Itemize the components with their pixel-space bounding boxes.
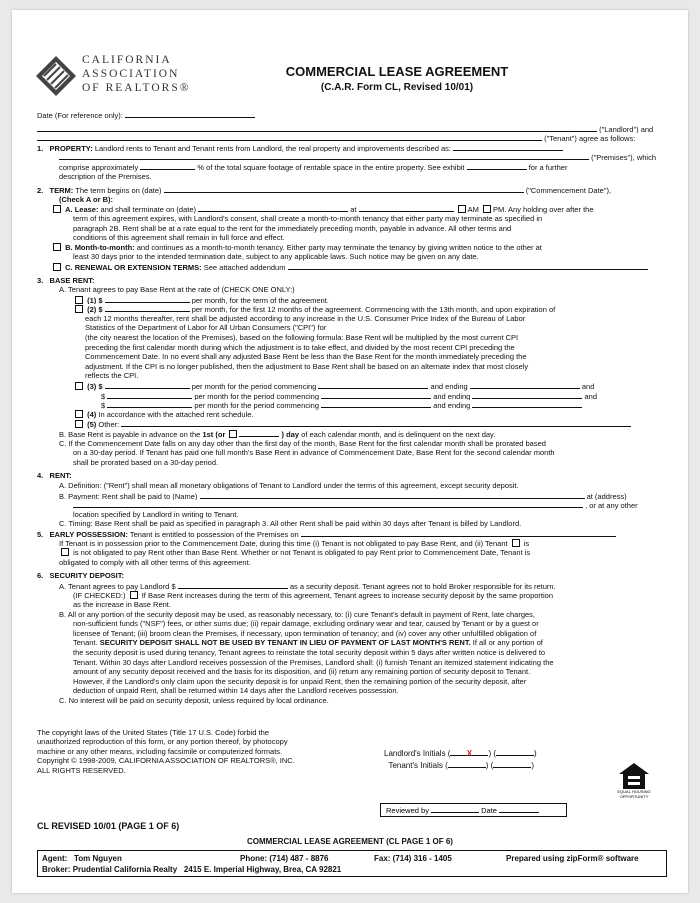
deposit-increase-line: (IF CHECKED:) If Base Rent increases during the term of this agreement, Tenant agrees to increase security deposit by the same proportion (73, 590, 554, 600)
landlord-initials: Landlord's Initials ( X ) ( ) (384, 749, 537, 758)
document-page (12, 10, 688, 893)
tenant-field[interactable] (37, 133, 542, 141)
rent-option-4: (4) In accordance with the attached rent schedule. (37, 410, 667, 420)
tenant-label: ("Tenant") agree as follows: (544, 134, 636, 143)
equal-housing-logo (618, 762, 650, 800)
logo-line-2: ASSOCIATION (82, 68, 180, 80)
property-label: PROPERTY: (49, 143, 93, 153)
am-checkbox[interactable] (458, 205, 466, 213)
landlord-initials-field[interactable] (450, 748, 488, 756)
early-possession-line-3: is not obligated to pay Rent other than Base Rent. Whether or not Tenant is obligated to pay Rent prior to Commencement Date, Tenant is (37, 548, 667, 558)
landlord-label: ("Landlord") and (599, 124, 654, 134)
rent-option-5-checkbox[interactable] (75, 420, 83, 428)
section-3-heading: 3. BASE RENT: (37, 275, 95, 285)
rent-option-2-amount[interactable] (105, 304, 190, 312)
car-logo (34, 54, 214, 106)
equal-housing-caption: EQUAL HOUSING OPPORTUNITY (617, 789, 651, 799)
date-label: Date (For reference only): (37, 111, 123, 120)
comprise-line: comprise approximately % of the total square footage of rentable space in the entire property. See exhibit for a further (59, 162, 568, 172)
rent-option-2: (2) $ per month, for the first 12 months of the agreement. Commencing with the 13th month, and upon expiration of (37, 304, 667, 314)
section-4-heading: 4. RENT: (37, 471, 72, 481)
document-title: COMMERCIAL LEASE AGREEMENT (285, 64, 509, 79)
zipform-credit: Prepared using zipForm® software (506, 854, 639, 863)
schedule-start-2[interactable] (321, 391, 431, 399)
lease-checkbox[interactable] (53, 205, 61, 213)
reviewed-by-field[interactable] (431, 805, 479, 813)
schedule-amount-1[interactable] (105, 381, 190, 389)
rent-option-5: (5) Other: (37, 419, 667, 429)
schedule-start-3[interactable] (321, 400, 431, 408)
rent-schedule-row-2: $ per month for the period commencing and ending and (101, 391, 598, 401)
schedule-end-3[interactable] (472, 400, 582, 408)
date-field[interactable] (125, 110, 255, 118)
early-possession-line-2: If Tenant is in possession prior to the Commencement Date, during this time (i) Tenant is not obligated to pay Base Rent, and (ii) Tenant is (59, 538, 530, 548)
initials-x-mark: X (466, 749, 473, 758)
deposit-increase-checkbox[interactable] (130, 591, 138, 599)
section-5-heading: 5. EARLY POSSESSION: Tenant is entitled to possession of the Premises on (37, 529, 667, 539)
security-deposit-field[interactable] (178, 581, 288, 589)
logo-line-1: CALIFORNIA (82, 54, 172, 66)
landlord-field[interactable] (37, 124, 597, 132)
payee-address-field[interactable] (73, 500, 583, 508)
schedule-start-1[interactable] (318, 381, 428, 389)
rent-due-line: B. Base Rent is payable in advance on the 1st (or ) day of each calendar month, and is delinquent on the next day. (59, 430, 496, 439)
broker-row: Broker: Prudential California Realty 2415 E. Imperial Highway, Brea, CA 92821 (42, 865, 342, 874)
rent-schedule-row-3: $ per month for the period commencing and ending (37, 400, 667, 410)
copyright-notice: The copyright laws of the United States (Title 17 U.S. Code) forbid the unauthorized reproduction of this form, or any portion thereof, by photocopy machine or any other means, including facsimile or computerized formats. Copyright © 1998-2009, CALIFORNIA ASSOCIATION OF REALTORS®, INC. ALL RIGHTS RESERVED. (37, 728, 295, 775)
percentage-field[interactable] (140, 162, 195, 170)
review-date-field[interactable] (499, 805, 539, 813)
document-subtitle: (C.A.R. Form CL, Revised 10/01) (320, 82, 474, 93)
logo-line-3: OF REALTORS® (82, 82, 191, 94)
term-option-c: C. RENEWAL OR EXTENSION TERMS: See attached addendum (37, 262, 667, 272)
rent-address-line: , or at any other (37, 500, 667, 510)
landlord-line (37, 124, 667, 134)
broker-name: Prudential California Realty (72, 865, 178, 874)
renewal-field[interactable] (288, 262, 648, 270)
car-logo-mark-icon (34, 54, 78, 98)
month-to-month-checkbox[interactable] (53, 243, 61, 251)
description-line: description of the Premises. (59, 171, 152, 181)
schedule-amount-2[interactable] (107, 391, 192, 399)
renewal-checkbox[interactable] (53, 263, 61, 271)
rent-option-2-checkbox[interactable] (75, 305, 83, 313)
term-end-field[interactable] (198, 204, 348, 212)
due-day-field[interactable] (239, 429, 279, 437)
deposit-amount-line: A. Tenant agrees to pay Landlord $ as a security deposit. Tenant agrees not to hold Broker responsible for its return. (59, 581, 556, 591)
section-6-heading: 6. SECURITY DEPOSIT: (37, 571, 124, 581)
revision-label: CL REVISED 10/01 (PAGE 1 OF 6) (37, 821, 180, 831)
reviewed-by-box: Reviewed by Date (380, 803, 567, 817)
equal-housing-icon (618, 762, 650, 790)
schedule-end-1[interactable] (470, 381, 580, 389)
rent-option-1: (1) $ per month, for the term of the agreement. (37, 295, 667, 305)
initials-block (384, 748, 537, 772)
term-start-field[interactable] (164, 185, 524, 193)
agent-name: Tom Nguyen (74, 854, 122, 863)
tenant-initials: Tenant's Initials ( ) ( ) (388, 761, 535, 770)
rent-option-3: (3) $ per month for the period commencing and ending and (37, 381, 667, 391)
date-line (37, 110, 667, 120)
rent-other-field[interactable] (121, 419, 631, 427)
tenant-line (37, 133, 667, 143)
agent-phone: Phone: (714) 487 - 8876 (240, 854, 329, 863)
term-option-b: B. Month-to-month: and continues as a month-to-month tenancy. Either party may terminate the tenancy by giving written notice to the other at (37, 243, 667, 253)
rent-option-3-checkbox[interactable] (75, 382, 83, 390)
tenant-initials-field[interactable] (448, 760, 486, 768)
deposit-warning-line: Tenant. SECURITY DEPOSIT SHALL NOT BE USED BY TENANT IN LIEU OF PAYMENT OF LAST MONTH'S RENT. If all or any portion of (73, 638, 543, 648)
early-possession-checkbox-2[interactable] (61, 548, 69, 556)
agent-fax: Fax: (714) 316 - 1405 (374, 854, 452, 863)
premises-line: ("Premises"), which (37, 152, 667, 162)
rent-option-1-checkbox[interactable] (75, 296, 83, 304)
property-field[interactable] (453, 143, 563, 151)
term-option-a: A. Lease: and shall terminate on (date) at AM PM. Any holding over after the (37, 204, 667, 214)
schedule-end-2[interactable] (472, 391, 582, 399)
rent-payment-line: B. Payment: Rent shall be paid to (Name) at (address) (59, 491, 627, 501)
due-day-checkbox[interactable] (229, 430, 237, 438)
section-1-heading: 1. PROPERTY: Landlord rents to Tenant and Tenant rents from Landlord, the real property and improvements described as: (37, 143, 667, 153)
rent-option-4-checkbox[interactable] (75, 410, 83, 418)
check-a-or-b: (Check A or B): (59, 194, 114, 204)
landlord-initials-field-2[interactable] (496, 748, 534, 756)
tenant-initials-field-2[interactable] (493, 760, 531, 768)
exhibit-field[interactable] (467, 162, 527, 170)
payee-name-field[interactable] (200, 491, 585, 499)
agent-box (37, 850, 667, 877)
footer-title: COMMERCIAL LEASE AGREEMENT (CL PAGE 1 OF 6) (247, 837, 453, 846)
section-2-heading: 2. TERM: The term begins on (date) ("Commencement Date"), (37, 186, 612, 195)
rent-option-1-amount[interactable] (105, 295, 190, 303)
schedule-amount-3[interactable] (107, 400, 192, 408)
property-description-field[interactable] (59, 152, 589, 160)
early-possession-checkbox[interactable] (512, 539, 520, 547)
pm-checkbox[interactable] (483, 205, 491, 213)
early-possession-field[interactable] (301, 529, 616, 537)
agreement-body: Date (For reference only): ("Landlord") and ("Tenant") agree as follows: 1. PROPERTY: Landlord rents to Tenant and Tenant rents from Landlord, the real property and improvements described as: ("Premises"), which comprise approximately % of the total square footage of rentable space in the entire property. See exhibit for a further description of the Premises. 2. TERM: The term begins on (date) ("Commencement Date"), (Check A or B): A. Lease: and shall terminate on (date) at AM PM. Any holding over after the term of this agreement expires, with Landlord's consent, shall create a month-to-month tenancy that either party may terminate as specified in paragraph 2B. Rent shall be at a rate equal to the rent for the immediately preceding month, payable in advance. All other terms and conditions of this agreement shall remain in full force and effect. B. Month-to-month: and continues as a month-to-month tenancy. Either party may terminate the tenancy by giving written notice to the other at least 30 days prior to the intended termination date, subject to any applicable laws. Such notice may be given on any date. C. RENEWAL OR EXTENSION TERMS: See attached addendum 3. BASE RENT: A. Tenant agrees to pay Base Rent at the rate of (CHECK ONE ONLY:) (1) $ per month, for the term of the agreement. (2) $ per month, for the first 12 months of the agreement. Commencing with the 13th month, and upon expiration of each 12 months thereafter, rent shall be adjusted according to any increase in the U.S. Consumer Price Index of the Bureau of Labor Statistics of the Department of Labor for All Urban Consumers ("CPI") for (the city nearest the location of the Premises), based on the following formula: Base Rent will be multiplied by the most current CPI preceding the first calendar month during which the adjustment is to take effect, and divided by the most recent CPI preceding the Commencement Date. In no event shall any adjusted Base Rent be less than the Base Rent for the month immediately preceding the adjustment. If the CPI is no longer published, then the adjustment to Base Rent shall be based on an alternate index that most closely reflects the CPI. (3) $ per month for the period commencing and ending and $ per month for the period commencing and ending and $ per month for the period commencing and ending (4) In accordance with the attached rent schedule. (5) Other: B. Base Rent is payable in advance on the 1st (or ) day of each calendar month, and is delinquent on the next day. C. If the Commencement Date falls on any day other than the first day of the month, Base Rent for the first calendar month shall be prorated based on a 30-day period. If Tenant has paid one full month's Base Rent in advance of Commencement Date, Base Rent for the second calendar month shall be prorated based on a 30-day period. 4. RENT: A. Definition: ("Rent") shall mean all monetary obligations of Tenant to Landlord under the terms of this agreement, except security deposit. B. Payment: Rent shall be paid to (Name) at (address) , or at any other location specified by Landlord in writing to Tenant. C. Timing: Base Rent shall be paid as specified in paragraph 3. All other Rent shall be paid within 30 days after Tenant is billed by Landlord. 5. EARLY POSSESSION: Tenant is entitled to possession of the Premises on If Tenant is in possession prior to the Commencement Date, during this time (i) Tenant is not obligated to pay Base Rent, and (ii) Tenant is is not obligated to pay Rent other than Base Rent. Whether or not Tenant is obligated to pay Rent prior to Commencement Date, Tenant is obligated to comply with all other terms of this agreement. 6. SECURITY DEPOSIT: A. Tenant agrees to pay Landlord $ as a security deposit. Tenant agrees not to hold Broker responsible for its return. (IF CHECKED:) If Base Rent increases during the term of this agreement, Tenant agrees to increase security deposit by the same proportion as the increase in Base Rent. B. All or any portion of the security deposit may be used, as reasonably necessary, to: (i) cure Tenant's default in payment of Rent, late charges, non-sufficient funds ("NSF") fees, or other sums due; (ii) repair damage, excluding ordinary wear and tear, caused by Tenant or by a guest or licensee of Tenant; (iii) broom clean the Premises, if necessary, upon termination of tenancy; and (iv) cover any other unfulfilled obligation of Tenant. SECURITY DEPOSIT SHALL NOT BE USED BY TENANT IN LIEU OF PAYMENT OF LAST MONTH'S RENT. If all or any portion of the security deposit is used during tenancy, Tenant agrees to reinstate the total security deposit within 5 days after written notice is delivered to Tenant. Within 30 days after Landlord receives possession of the Premises, Landlord shall: (i) furnish Tenant an itemized statement indicating the amount of any security deposit received and the basis for its disposition, and (ii) return any remaining portion of security deposit to Tenant. However, if the Landlord's only claim upon the security deposit is for unpaid Rent, then the remaining portion of the security deposit, after deduction of unpaid Rent, shall be returned within 14 days after the Landlord receives possession. C. No interest will be paid on security deposit, unless required by local ordinance. (37, 110, 667, 706)
broker-address: 2415 E. Imperial Highway, Brea, CA 92821 (183, 865, 342, 874)
term-time-field[interactable] (359, 204, 454, 212)
agent-row: Agent: Tom Nguyen Phone: (714) 487 - 8876 Fax: (714) 316 - 1405 Prepared using zipForm® software (42, 854, 639, 863)
